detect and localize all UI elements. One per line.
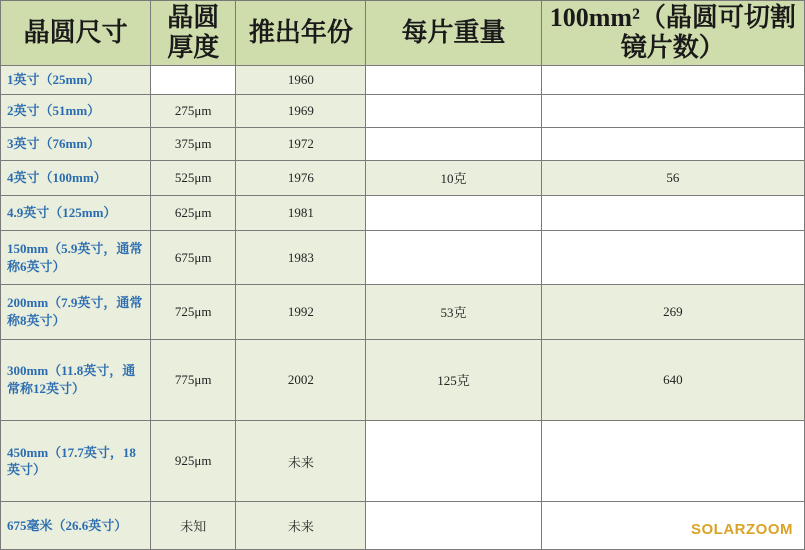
cell-wafer-size: 150mm（5.9英寸，通常称6英寸） — [1, 230, 151, 284]
cell-launch-year: 1960 — [236, 65, 366, 94]
table-row — [1, 65, 805, 94]
cell-dies — [541, 127, 804, 160]
cell-wafer-thickness: 525μm — [151, 160, 236, 195]
table-row — [1, 285, 805, 339]
cell-dies — [541, 195, 804, 230]
cell-wafer-thickness — [151, 65, 236, 94]
cell-dies — [541, 420, 804, 501]
cell-weight — [366, 95, 541, 128]
cell-weight — [366, 195, 541, 230]
cell-dies — [541, 230, 804, 284]
cell-dies: 56 — [541, 160, 804, 195]
cell-wafer-thickness: 275μm — [151, 95, 236, 128]
cell-wafer-thickness: 375μm — [151, 127, 236, 160]
column-header-weight-per-wafer: 每片重量 — [366, 1, 541, 66]
cell-launch-year: 1972 — [236, 127, 366, 160]
cell-launch-year: 2002 — [236, 339, 366, 420]
cell-wafer-size: 4.9英寸（125mm） — [1, 195, 151, 230]
cell-wafer-thickness: 675μm — [151, 230, 236, 284]
cell-launch-year: 1992 — [236, 285, 366, 339]
cell-dies: 269 — [541, 285, 804, 339]
column-header-wafer-thickness: 晶圆厚度 — [151, 1, 236, 66]
cell-weight: 53克 — [366, 285, 541, 339]
cell-dies — [541, 65, 804, 94]
cell-weight — [366, 127, 541, 160]
cell-weight — [366, 502, 541, 550]
cell-weight — [366, 230, 541, 284]
cell-launch-year: 未来 — [236, 420, 366, 501]
cell-wafer-thickness: 925μm — [151, 420, 236, 501]
table-row — [1, 339, 805, 420]
cell-weight: 10克 — [366, 160, 541, 195]
table-row — [1, 230, 805, 284]
cell-launch-year: 未来 — [236, 502, 366, 550]
header-row — [1, 1, 805, 66]
cell-wafer-size: 1英寸（25mm） — [1, 65, 151, 94]
cell-wafer-size: 2英寸（51mm） — [1, 95, 151, 128]
cell-wafer-thickness: 775μm — [151, 339, 236, 420]
cell-wafer-size: 300mm（11.8英寸，通常称12英寸） — [1, 339, 151, 420]
table-row — [1, 160, 805, 195]
table-row — [1, 127, 805, 160]
cell-weight — [366, 420, 541, 501]
table-row — [1, 95, 805, 128]
cell-wafer-thickness: 725μm — [151, 285, 236, 339]
cell-launch-year: 1983 — [236, 230, 366, 284]
table-body — [1, 65, 805, 549]
cell-weight: 125克 — [366, 339, 541, 420]
cell-wafer-size: 450mm（17.7英寸，18英寸） — [1, 420, 151, 501]
cell-wafer-size: 200mm（7.9英寸，通常称8英寸） — [1, 285, 151, 339]
table-row — [1, 195, 805, 230]
cell-launch-year: 1969 — [236, 95, 366, 128]
cell-dies — [541, 502, 804, 550]
column-header-wafer-size: 晶圆尺寸 — [1, 1, 151, 66]
cell-wafer-size: 4英寸（100mm） — [1, 160, 151, 195]
table-row — [1, 502, 805, 550]
cell-dies — [541, 95, 804, 128]
cell-wafer-size: 675毫米（26.6英寸） — [1, 502, 151, 550]
table-header — [1, 1, 805, 66]
cell-launch-year: 1981 — [236, 195, 366, 230]
watermark-logo: SOLARZOOM — [691, 521, 793, 538]
column-header-launch-year: 推出年份 — [236, 1, 366, 66]
cell-wafer-size: 3英寸（76mm） — [1, 127, 151, 160]
cell-weight — [366, 65, 541, 94]
cell-launch-year: 1976 — [236, 160, 366, 195]
cell-wafer-thickness: 625μm — [151, 195, 236, 230]
table-row — [1, 420, 805, 501]
cell-dies: 640 — [541, 339, 804, 420]
cell-wafer-thickness: 未知 — [151, 502, 236, 550]
column-header-dies-per-100mm2: 100mm²（晶圆可切割镜片数） — [541, 1, 804, 66]
